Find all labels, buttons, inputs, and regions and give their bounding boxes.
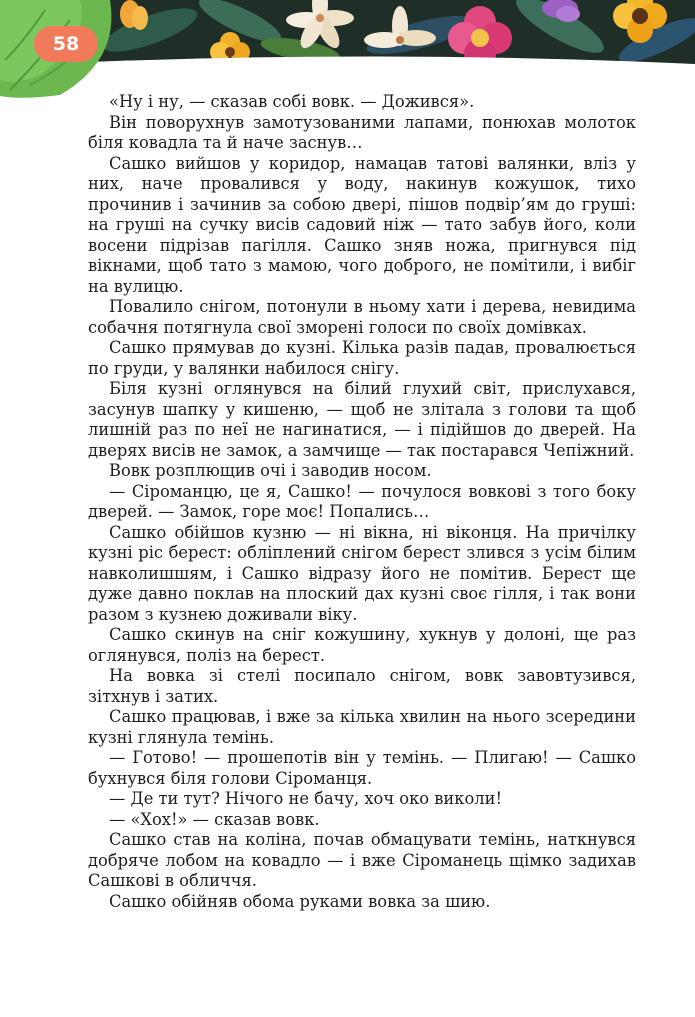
paragraph: Сашко працював, і вже за кілька хвилин на нього зсередини кузні глянула темінь. [88,707,636,747]
paragraph: — «Хох!» — сказав вовк. [109,809,320,829]
paragraph: Вовк розплющив очі і заводив носом. [109,461,432,480]
paragraph: Сашко обійняв обома руками вовка за шию. [109,891,491,911]
paragraph: Сашко вийшов у коридор, намацав татові валянки, вліз у них, наче провалився у воду, накинув кожушок, тихо прочинив і зачинив за собою двері, пішов подвір’ям до груші: на груші на сучку висів садовий ніж — тато забув його, коли восени підрізав пагілля. Сашко зняв ножа, пригнувся під вікнами, щоб тато з мамою, чого доброго, не помітили, і вибіг на вулицю. [88,153,636,296]
paragraph: — Готово! — прошепотів він у темінь. — Плигаю! — Сашко бухнувся біля голови Сіроманця. [88,748,636,788]
paragraph: — Де ти тут? Нічого не бачу, хоч око виколи! [109,789,502,808]
paragraph: — Сіроманцю, це я, Сашко! — почулося вовкові з того боку дверей. — Замок, горе моє! Попались… [88,481,636,521]
paragraph: Сашко прямував до кузні. Кілька разів падав, провалюється по груди, у валянки набилося снігу. [88,338,636,378]
page-number-badge: 58 [34,26,98,62]
paragraph: На вовка зі стелі посипало снігом, вовк завовтузився, зітхнув і затих. [88,666,636,706]
paragraph: Сашко скинув на сніг кожушину, хукнув у долоні, ще раз оглянувся, поліз на берест. [88,625,636,665]
story-text [88,92,636,912]
paragraph: Сашко став на коліна, почав обмацувати темінь, наткнувся добряче лобом на ковадло — і вже Сіроманець щімко задихав Сашкові в обличчя. [88,830,636,890]
paragraph: Сашко обійшов кузню — ні вікна, ні віконця. На причілку кузні ріс берест: обліплений снігом берест злився з усім білим навколишшям, і Сашко відразу його не помітив. Берест ще дуже давно поклав на плоский дах кузні своє гілля, і так вони разом з кузнею доживали віку. [88,522,636,624]
paragraph: Повалило снігом, потонули в ньому хати і дерева, невидима собачня потягнула свої зморені голоси по своїх домівках. [88,297,636,337]
paragraph: «Ну і ну, — сказав собі вовк. — Дожився». [109,92,475,111]
paragraph: Він поворухнув замотузованими лапами, понюхав молоток біля ковадла та й наче заснув… [88,112,636,152]
paragraph: Біля кузні оглянувся на білий глухий світ, прислухався, засунув шапку у кишеню, — щоб не злітала з голови та щоб лишній раз по неї не нагинатися, — і підійшов до дверей. На дверях висів не замок, а замчище — так постарався Чепіжний. [88,379,636,460]
